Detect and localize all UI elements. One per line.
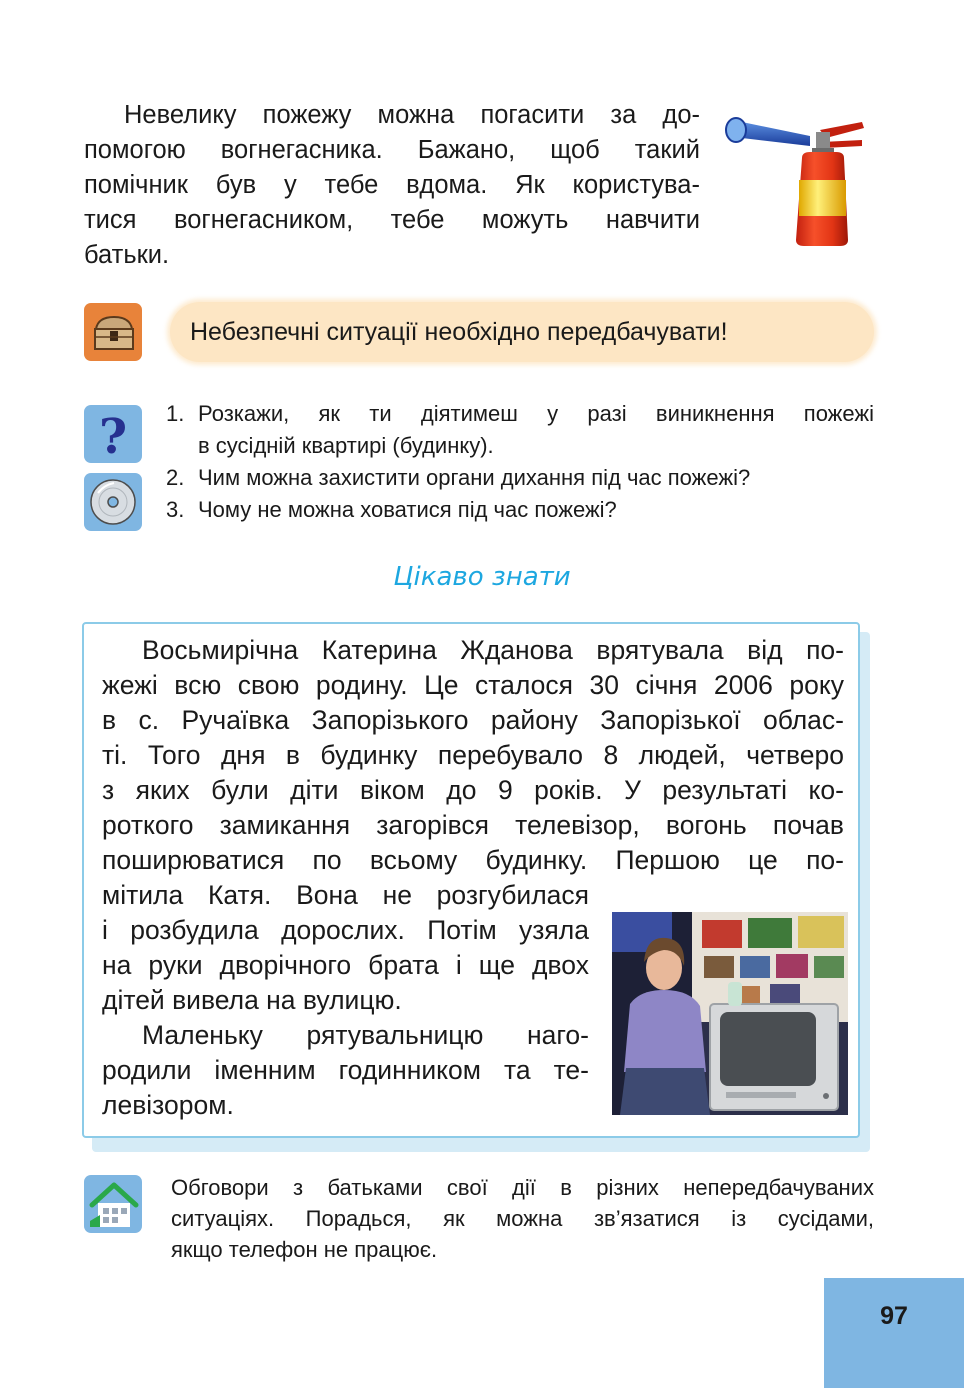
list-item	[166, 462, 874, 494]
story-line: Восьмирічна Катерина Жданова врятувала від по-	[142, 635, 844, 665]
story-line: роткого замикання загорівся телевізор, вогонь почав	[102, 810, 844, 840]
story-line: мітила Катя. Вона не розгубилася	[102, 880, 589, 910]
list-item	[166, 494, 874, 526]
tip-banner	[170, 302, 874, 362]
intro-line: Невелику пожежу можна погасити за до-	[124, 101, 700, 129]
house-icon	[84, 1175, 142, 1233]
tip-text: Небезпечні ситуації необхідно передбачувати!	[190, 317, 728, 346]
page-number-label: 97	[880, 1302, 908, 1330]
question-number: 1.	[166, 401, 185, 426]
story-line: і розбудила дорослих. Потім узяла	[102, 915, 589, 945]
section-title: Цікаво знати	[393, 562, 571, 592]
svg-text:?: ?	[98, 409, 128, 463]
intro-line: помогою вогнегасника. Бажано, щоб такий	[84, 136, 700, 164]
question-text: Чим можна захистити органи дихання під час пожежі?	[198, 465, 751, 490]
photo-girl-with-tv	[612, 912, 848, 1115]
intro-line: тися вогнегасником, тебе можуть навчити	[84, 206, 700, 234]
story-line: левізором.	[102, 1090, 234, 1120]
story-line: з яких були діти віком до 9 років. У результаті ко-	[102, 775, 844, 805]
cd-disc-icon	[84, 473, 142, 531]
intro-line: помічник був у тебе вдома. Як користува-	[84, 171, 700, 199]
question-number: 2.	[166, 465, 185, 490]
fire-extinguisher-icon	[722, 108, 874, 250]
intro-paragraph	[84, 98, 700, 273]
story-line: в с. Ручаївка Запорізького району Запорізької облас-	[102, 705, 844, 735]
story-line: на руки дворічного брата і ще двох	[102, 950, 589, 980]
story-line: дітей вивела на вулицю.	[102, 985, 402, 1015]
treasure-chest-icon	[84, 303, 142, 361]
home-task-line: Обговори з батьками свої дії в різних непередбачуваних	[171, 1175, 874, 1200]
story-line: Маленьку рятувальницю наго-	[142, 1020, 589, 1050]
questions-list	[166, 398, 874, 526]
home-task-line: ситуаціях. Порадься, як можна зв’язатися із сусідами,	[171, 1206, 874, 1231]
story-line: поширюватися по всьому будинку. Першою це по-	[102, 845, 844, 875]
list-item	[166, 398, 874, 462]
intro-line: батьки.	[84, 241, 170, 269]
question-number: 3.	[166, 497, 185, 522]
question-text: в сусідній квартирі (будинку).	[198, 433, 494, 458]
home-task-text	[171, 1172, 874, 1265]
story-line: жежі всю свою родину. Це сталося 30 січня 2006 року	[102, 670, 844, 700]
question-text: Розкажи, як ти діятимеш у разі виникнення пожежі	[198, 401, 874, 426]
question-text: Чому не можна ховатися під час пожежі?	[198, 497, 617, 522]
story-line: родили іменним годинником та те-	[102, 1055, 589, 1085]
home-task-line: якщо телефон не працює.	[171, 1237, 438, 1262]
question-mark-icon	[84, 405, 142, 463]
story-line: ті. Того дня в будинку перебувало 8 людей, четверо	[102, 740, 844, 770]
page-number	[824, 1278, 964, 1388]
